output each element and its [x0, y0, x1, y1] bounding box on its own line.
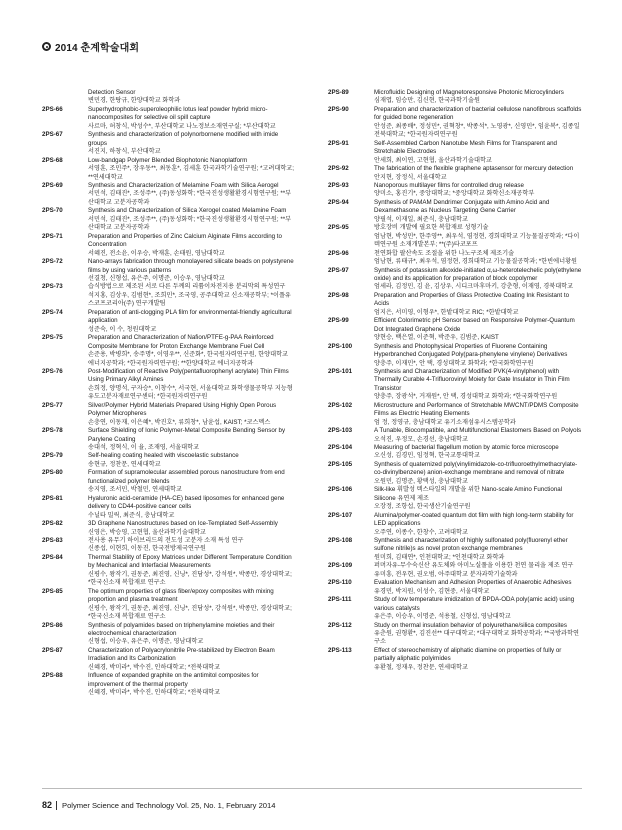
abstract-entry: [328, 317, 584, 342]
entry-code: 2PS-108: [328, 537, 353, 545]
entry-code: 2PS-93: [328, 181, 349, 189]
entry-body: [374, 368, 584, 402]
entry-title: Synthesis of quaternized poly(vinylimidazole-co-trifluoroethylmethacrylate-co-divinylbenzene) anion-exchange membrane and removal of nitrate: [374, 460, 578, 477]
abstract-entry: [328, 250, 584, 267]
entry-authors: 변민경, 한탕규, 한양대학교 화학과: [88, 97, 181, 105]
entry-title: Preparation and Characterization of Nafion/PTFE-g-PAA Reinforced Composite Membrane for Proton Exchange Membrane Fuel Cell: [88, 334, 274, 350]
journal-info: Polymer Science and Technology Vol. 25, No. 1, February 2014: [62, 800, 276, 810]
entry-body: [88, 588, 294, 622]
entry-authors: 오신성, 김경민, 임정혁, 한국교통대학교: [374, 452, 480, 460]
entry-code: 2PS-83: [42, 537, 63, 545]
entry-title: Nanoporous multilayer films for controlled drug release: [374, 181, 524, 189]
entry-body: [374, 140, 584, 165]
abstract-entry: [328, 89, 584, 106]
abstract-entry: [328, 140, 584, 165]
entry-code: 2PS-75: [42, 334, 63, 342]
entry-body: [88, 452, 294, 469]
entry-authors: 서혜진, 전소윤, 이우승, 박재훈, 손태원, 영남대학교: [88, 249, 225, 257]
abstract-entry: [328, 512, 584, 537]
entry-authors: 오원민, 김명준, 황택성, 충남대학교: [374, 477, 468, 485]
entry-title: Preparation and characterization of bacterial cellulose nanofibrous scaffolds for guided bone regeneration: [374, 105, 582, 122]
entry-title: Synthesis and Characterization of Silica Xerogel coated Melamine Foam: [88, 207, 287, 215]
entry-code: 2PS-105: [328, 460, 353, 468]
entry-body: [88, 258, 294, 283]
entry-authors: 손준용, 박병희*, 송주명*, 이영우**, 신준화*, 한국원자력연구원, 한양대학교 에너지공학과; *한국원자력연구원; **한양대학교 에너지공학과: [88, 351, 289, 367]
entry-body: [88, 520, 294, 537]
entry-code: 2PS-103: [328, 427, 353, 435]
entry-code: 2PS-91: [328, 139, 349, 147]
entry-authors: 서민석, 김태진*, 조성주**, (주)동성화학; *한국진성생활환경시험연구원; **부산대학교 고분자공학과: [88, 190, 292, 206]
abstract-entry: [328, 402, 584, 427]
entry-title: Detection Sensor: [88, 89, 136, 96]
entry-code: 2PS-112: [328, 621, 352, 629]
abstract-entry: [42, 258, 294, 283]
entry-body: [374, 647, 584, 672]
abstract-entry: [42, 495, 294, 520]
entry-body: [88, 622, 294, 647]
entry-body: [374, 89, 584, 106]
entry-code: 2PS-88: [42, 672, 63, 680]
abstract-entry: [328, 486, 584, 511]
entry-body: [374, 165, 584, 182]
entry-authors: 안지현, 장정식, 서울대학교: [374, 173, 447, 181]
abstract-entry: [42, 283, 294, 308]
entry-authors: 엄남현, 류태규*, 최우석, 염정현, 경희대학교 기능물질공학과; *한빈에너황원: [374, 258, 578, 266]
entry-code: [42, 89, 88, 106]
abstract-entry: [328, 267, 584, 292]
entry-code: 2PS-104: [328, 444, 353, 452]
entry-body: [88, 402, 294, 427]
entry-code: 2PS-77: [42, 401, 63, 409]
entry-title: Synthesis of potassium alkoxide-initiated α,ω-heterotelechelic poly(ethylene oxide) and its application for preparation of block copolymer: [374, 266, 582, 282]
entry-code: 2PS-106: [328, 486, 353, 494]
entry-authors: 엄지은, 서미영, 이형우*, 한밭대학교 RIC; *한밭대학교: [374, 308, 519, 316]
entry-authors: 손충연, 이동재, 이은혜*, 박진호*, 류희창*, 남윤섭, KAIST; *코스멕스: [88, 418, 271, 426]
entry-body: [374, 596, 584, 621]
entry-authors: 손희정, 양명석, 구자승*, 이창수*, 서국현, 서울대학교 화학생물공학부 지능형유도고분자재료연구센터; *한국원자력연구원: [88, 384, 293, 401]
entry-title: 방호장비 개발에 필요한 복합재료 성형기술: [374, 224, 489, 232]
entry-body: [88, 368, 294, 402]
abstract-entry: [42, 622, 294, 647]
entry-body: [374, 461, 584, 486]
entry-authors: 석지홍, 김상우, 김범현*, 조희민*, 조국영, 공주대학교 신소재공학부; *이플유스코프코리아(주) 연구개발팀: [88, 291, 291, 308]
entry-title: 퍼머자유-무수숙신산 유도체와 아미노실풀을 이용한 천연 물리을 제조 연구: [374, 562, 574, 570]
entry-authors: 양미소, 홍진기*, 중앙대학교; *중앙대학교 화학신소재공학부: [374, 190, 535, 198]
entry-title: Preparation and Properties of Glass Protective Coating Ink Resistant to Acids: [374, 291, 570, 308]
entry-code: 2PS-87: [42, 646, 63, 654]
entry-authors: 수닐타 밀릭, 최준식, 충남대학교: [88, 511, 175, 519]
abstract-entry: [328, 368, 584, 402]
entry-authors: 심재엽, 임승만, 김신현, 한국과학기술원: [374, 97, 480, 105]
abstract-entry: [328, 343, 584, 368]
entry-title: Hyaluronic acid-ceramide (HA-CE) based liposomes for enhanced gene delivery to CD44-positive cancer cells: [88, 494, 285, 511]
abstract-entry: [328, 292, 584, 317]
entry-code: 2PS-110: [328, 579, 352, 587]
entry-authors: 양충주, 이재민*, 안 택, 경성대학교 화학과; *한국화학연구원: [374, 359, 534, 367]
entry-authors: 성준숙, 이 수, 청원대학교: [88, 325, 157, 333]
abstract-entry: [42, 402, 294, 427]
entry-title: Alumina/polymer-coated quantum dot film with high long-term stability for LED applications: [374, 511, 574, 528]
entry-code: 2PS-79: [42, 452, 63, 460]
entry-body: [374, 402, 584, 427]
abstract-entry: [328, 562, 584, 579]
abstract-entry: [328, 427, 584, 444]
entry-code: 2PS-98: [328, 291, 349, 299]
abstract-entry: [328, 182, 584, 199]
entry-code: 2PS-86: [42, 621, 63, 629]
abstract-entry: [42, 106, 294, 131]
entry-authors: 신형섭, 이승우, 유은주, 이명준, 영남대학교: [88, 638, 204, 646]
entry-authors: 사르마, 허창식, 박성수*, 부산대학교 나노정보소재연구실; *부산대학교: [88, 122, 276, 130]
abstract-entry: [328, 199, 584, 224]
entry-body: [374, 250, 584, 267]
entry-body: [374, 512, 584, 537]
entry-body: [88, 334, 294, 368]
entry-body: [88, 427, 294, 452]
entry-title: Characterization of Polyacrylonitrile Pre-stabilized by Electron Beam Irradiation and Its Carbonization: [88, 646, 275, 663]
entry-title: Preparation of anti-clogging PLA film for environmental-friendly agricultural application: [88, 308, 292, 325]
entry-body: [374, 267, 584, 292]
entry-body: [88, 89, 294, 106]
abstract-entry: [42, 647, 294, 672]
entry-code: 2PS-95: [328, 224, 349, 232]
entry-authors: 서진지, 하창식, 부산대학교: [88, 148, 161, 156]
entry-body: [374, 182, 584, 199]
entry-code: 2PS-85: [42, 587, 63, 595]
entry-title: Microfluidic Designing of Magnetoresponsive Photonic Microcylinders: [374, 89, 564, 96]
entry-title: Synthesis of PAMAM Dendrimer Conjugate with Amino Acid and Dexamethasone as Nucleus Targeting Gene Carrier: [374, 198, 550, 215]
abstract-entry: [328, 444, 584, 461]
entry-code: 2PS-111: [328, 596, 352, 604]
entry-authors: 오석진, 우정모, 손경선, 충남대학교: [374, 435, 468, 443]
entry-body: [374, 106, 584, 140]
entry-title: Synthesis of polyamides based on triphenylamine moieties and their electrochemical characterization: [88, 621, 275, 637]
entry-body: [374, 199, 584, 224]
entry-title: Evaluation Mechanism and Adhesion Properties of Anaerobic Adhesives: [374, 579, 572, 587]
entry-body: [88, 672, 294, 697]
entry-body: [88, 537, 294, 554]
entry-title: Self-healing coating healed with viscoelastic substance: [88, 452, 239, 460]
entry-code: 2PS-100: [328, 342, 353, 350]
entry-body: [374, 579, 584, 596]
entry-body: [88, 469, 294, 494]
entry-title: Synthesis and characterization of highly sulfonated poly(fluorenyl ether sulfone nitrile)s as novel proton exchange membranes: [374, 537, 568, 553]
header-title: 2014 춘계학술대회: [55, 42, 140, 54]
entry-body: [88, 647, 294, 672]
entry-title: Measuring of bacterial flagellum motion by atomic force microscope: [374, 444, 559, 452]
entry-title: Post-Modification of Reactive Poly(pentafluorophenyl acrylate) Thin Films Using Primary Alkyl Amines: [88, 367, 289, 384]
entry-code: 2PS-107: [328, 511, 353, 519]
entry-code: 2PS-92: [328, 165, 349, 173]
entry-authors: 선결청, 신형섭, 유은주, 이명준, 이승우, 영남대학교: [88, 274, 225, 282]
entry-authors: 유경민, 박지원, 이성수, 김현중, 서울대학교: [374, 587, 490, 595]
abstract-entry: [42, 672, 294, 697]
entry-authors: 서민석, 김태진*, 조성주**, (주)동성화학; *한국진성생활환경시험연구원; **부산대학교 고분자공학과: [88, 215, 292, 232]
entry-code: 2PS-80: [42, 469, 63, 477]
entry-title: Synthesis and Characterization of Modified PVK(4-vinylphenol) with Thermally Curable 4-Trifluorovinyl Moiety for Gate Insulator in Thin Film Transistor: [374, 367, 570, 392]
abstract-entry: [42, 182, 294, 207]
entry-authors: 신혜경, 박미라*, 박수진, 인하대학교; *전북대학교: [88, 689, 221, 697]
entry-title: 3D Graphene Nanostructures based on Ice-Templated Self-Assembly: [88, 520, 278, 528]
entry-body: [374, 292, 584, 317]
entry-title: Thermal Stability of Epoxy Matrices under Different Temperature Condition by Mechanical and Interfacial Measurements: [88, 553, 292, 570]
entry-authors: 안성준, 최종배*, 정성민*, 권혁창*, 박종석*, 노영광*, 신영민*, 임윤복*, 김종일 전북대학교; *한국원자력연구원: [374, 122, 580, 139]
entry-authors: 엄남현, 박성민*, 한주영**, 최우석, 염정현, 경희대학교 기능물질공학과; *다이텍연구원 소재개발본부; **(주)타코포프: [374, 232, 580, 249]
abstract-entry: [328, 596, 584, 621]
entry-authors: 서영훈, 조민주*, 장우동**, 최동훈*, 김세훈 한국과학기술연구원; *고려대학교; **연세대학교: [88, 165, 295, 181]
entry-title: Synthesis and characterization of polynorbornene modified with imide groups: [88, 131, 279, 147]
entry-title: Microstructure and Performance of Stretchable MWCNT/PDMS Composite Films as Electric Heating Elements: [374, 401, 579, 418]
entry-authors: 유미흥, 전우현, 권오범, 아주대학교 분자과학기술학과: [374, 570, 518, 578]
entry-authors: 송대석, 정혁식, 이 율, 조재영, 서울대학교: [88, 444, 200, 452]
entry-title: Synthesis and Photophysical Properties of Fluorene Containing Hyperbranched Conjugated Poly(para-phenylene vinylene) Derivatives: [374, 342, 568, 359]
entry-authors: 양필석, 이재일, 최준식, 충남대학교: [374, 215, 468, 223]
entry-code: 2PS-84: [42, 553, 63, 561]
entry-body: [374, 622, 584, 647]
entry-authors: 신평수, 왕작기, 권동준, 최진영, 신닝*, 진담성*, 강석원*, 박종만, 경상대학교; *한국신소재 복합재료 연구소: [88, 604, 292, 621]
entry-title: Synthesis and Characterization of Melamine Foam with Silica Aerogel: [88, 181, 279, 189]
entry-body: [374, 343, 584, 368]
entry-body: [374, 427, 584, 444]
entry-code: 2PS-66: [42, 105, 63, 113]
entry-title: The optimum properties of glass fiber/epoxy composites with mixing proportion and plasma treatment: [88, 587, 274, 604]
entry-title: Influence of expanded graphite on the antimitol composites for improvement of the thermal property: [88, 672, 259, 688]
entry-code: 2PS-68: [42, 156, 63, 164]
entry-title: 전사용 유무기 하이브리드의 전도성 고분자 소재 특성 연구: [88, 537, 244, 545]
abstract-entry: [328, 647, 584, 672]
entry-body: [88, 554, 294, 588]
entry-body: [374, 224, 584, 249]
entry-code: 2PS-113: [328, 646, 352, 654]
entry-code: 2PS-82: [42, 520, 63, 528]
entry-authors: 신혜경, 박미라*, 박수진, 인하대학교; *전북대학교: [88, 663, 221, 671]
entry-body: [88, 182, 294, 207]
entry-title: The fabrication of the flexible graphene aptasensor for mercury detection: [374, 165, 574, 173]
page-number: 82: [42, 800, 53, 810]
entry-body: [374, 444, 584, 461]
right-column: [328, 89, 584, 672]
entry-body: [88, 207, 294, 232]
footer-separator: [56, 801, 57, 810]
abstract-entry: [328, 165, 584, 182]
entry-title: Formation of supramolecular assembled porous nanostructure from end functionalized polymer blends: [88, 469, 285, 485]
entry-code: 2PS-78: [42, 427, 63, 435]
entry-authors: 신영은, 박승영, 고현협, 울산과학기술대학교: [88, 528, 206, 536]
abstract-entry: [42, 309, 294, 334]
entry-title: Study of low temperature imidization of BPDA-ODA poly(amic acid) using various catalysts: [374, 596, 575, 612]
entry-title: Silk-like 휘발성 텍스타일의 개발을 위한 Nano-scale Amino Functional Silicone 유연제 제조: [374, 486, 563, 502]
abstract-entry: [328, 579, 584, 596]
entry-code: 2PS-71: [42, 232, 63, 240]
entry-body: [88, 233, 294, 258]
entry-body: [374, 317, 584, 342]
entry-authors: 신평수, 왕작기, 권동준, 최진영, 신닝*, 진담성*, 강석원*, 박종만, 경상대학교; *한국신소재 복합재료 연구소: [88, 570, 292, 587]
entry-title: A Tunable, Biocompatible, and Multifunctional Elastomers Based on Polyols: [374, 427, 582, 435]
entry-authors: 양현승, 백은열, 이준혁, 박준우, 김범준, KAIST: [374, 334, 499, 342]
entry-authors: 유은주, 이승우, 이명준, 석용철, 신형섭, 영남대학교: [374, 613, 511, 621]
entry-authors: 오장정, 조항섭, 한국생산기술연구원: [374, 503, 471, 511]
abstract-entry: [42, 537, 294, 554]
abstract-entry: [328, 106, 584, 140]
abstract-entry: [42, 427, 294, 452]
entry-code: 2PS-81: [42, 494, 63, 502]
entry-code: 2PS-102: [328, 401, 353, 409]
entry-authors: 엄세라, 김정민, 김 윤, 김상우, 시디크마후마키, 강춘형, 이재영, 경북대학교: [374, 283, 574, 291]
circle-bullet-icon: [42, 42, 51, 51]
left-column: [42, 89, 294, 698]
abstract-entry: [42, 452, 294, 469]
entry-authors: 송지영, 조서민, 박철민, 연세대학교: [88, 486, 182, 494]
abstract-entry: [328, 461, 584, 486]
entry-body: [374, 486, 584, 511]
entry-code: 2PS-72: [42, 258, 63, 266]
entry-body: [374, 537, 584, 562]
abstract-entry: [328, 537, 584, 562]
abstract-entry: [42, 554, 294, 588]
entry-title: Superhydrophobic-superoleophilic lotus leaf powder hybrid micro-nanocomposites for selective oil spill capture: [88, 105, 268, 122]
entry-code: 2PS-74: [42, 308, 63, 316]
entry-authors: 유춘원, 권형환*, 김진선** 대구대학교; *대구대학교 화학공학과; **국방과학연구소: [374, 630, 579, 646]
entry-code: 2PS-90: [328, 105, 349, 113]
entry-code: 2PS-109: [328, 562, 353, 570]
entry-body: [88, 309, 294, 334]
entry-title: Study on thermal insulation behavior of polyurethane/silica composites: [374, 621, 567, 629]
entry-authors: 엄 정, 정영규, 충남대학교 유기소재섬유시스템공학과: [374, 418, 516, 426]
abstract-entry: [42, 368, 294, 402]
page-footer: [42, 800, 275, 810]
entry-authors: 안세희, 최이연, 고현협, 울산과학기술대학교: [374, 156, 492, 164]
entry-authors: 신종섭, 이현희, 이동진, 한국전방제국연구원: [88, 545, 206, 553]
abstract-entry: [42, 469, 294, 494]
entry-title: 천연화합 팔산속도 조절을 위한 나노구조체 제조기술: [374, 249, 515, 257]
entry-authors: 송현규, 정찬문, 연세대학교: [88, 460, 161, 468]
abstract-entry: [42, 131, 294, 156]
entry-code: 2PS-89: [328, 89, 349, 96]
entry-code: 2PS-76: [42, 367, 63, 375]
entry-authors: 유환철, 정재우, 정찬문, 연세대학교: [374, 663, 468, 671]
entry-code: 2PS-99: [328, 317, 349, 325]
abstract-entry: [42, 233, 294, 258]
entry-title: Effect of stereochemistry of aliphatic diamine on properties of fully or partially aliphatic polyimides: [374, 646, 562, 663]
entry-title: Silver/Polymer Hybrid Materials Prepared Using Highly Open Porous Polymer Micropheres: [88, 401, 277, 418]
entry-body: [374, 562, 584, 579]
entry-body: [88, 495, 294, 520]
entry-code: 2PS-70: [42, 207, 63, 215]
entry-title: Self-Assembled Carbon Nanotube Mesh Films for Transparent and Stretchable Electrodes: [374, 139, 557, 156]
entry-authors: 원미희, 김태연*, 인천대학교; *인천대학교 화학과: [374, 553, 505, 561]
entry-title: Efficient Colorimetric pH Sensor based on Responsive Polymer-Quantum Dot Integrated Graphene Oxide: [374, 317, 575, 333]
abstract-entry: [328, 622, 584, 647]
entry-code: 2PS-69: [42, 181, 63, 189]
entry-code: 2PS-73: [42, 283, 63, 291]
entry-authors: 양충주, 장광석*, 거재원*, 안 택, 경성대학교 화학과; *한국화학연구원: [374, 393, 558, 401]
entry-code: 2PS-101: [328, 367, 353, 375]
entry-title: 습식방법으로 제조된 서로 다른 두께의 리튬이차전지용 분리막의 특성연구: [88, 283, 286, 291]
abstract-entry: [42, 588, 294, 622]
abstract-entry: [328, 224, 584, 249]
entry-authors: 오주연, 이종수, 한창수, 고려대학교: [374, 528, 468, 536]
abstract-entry: [42, 157, 294, 182]
entry-title: Low-bandgap Polymer Blended Biophotonic Nanoplatform: [88, 156, 248, 164]
entry-code: 2PS-96: [328, 249, 349, 257]
entry-title: Preparation and Properties of Zinc Calcium Alginate Films according to Concentration: [88, 232, 282, 249]
page-header: [42, 38, 139, 54]
entry-body: [88, 283, 294, 308]
entry-code: 2PS-97: [328, 266, 349, 274]
abstract-entry: [42, 520, 294, 537]
entry-body: [88, 131, 294, 156]
entry-body: [88, 106, 294, 131]
abstract-entry: [42, 89, 294, 106]
entry-title: Surface Shielding of Ionic Polymer-Metal Composite Bending Sensor by Parylene Coating: [88, 427, 286, 443]
footer-divider: [42, 788, 582, 789]
entry-code: 2PS-94: [328, 198, 349, 206]
abstract-entry: [42, 207, 294, 232]
entry-code: 2PS-67: [42, 131, 63, 139]
entry-body: [88, 157, 294, 182]
entry-title: Nano-arrays fabrication through monolayered silicate beads on polystyrene films by using various patterns: [88, 258, 294, 274]
abstract-entry: [42, 334, 294, 368]
